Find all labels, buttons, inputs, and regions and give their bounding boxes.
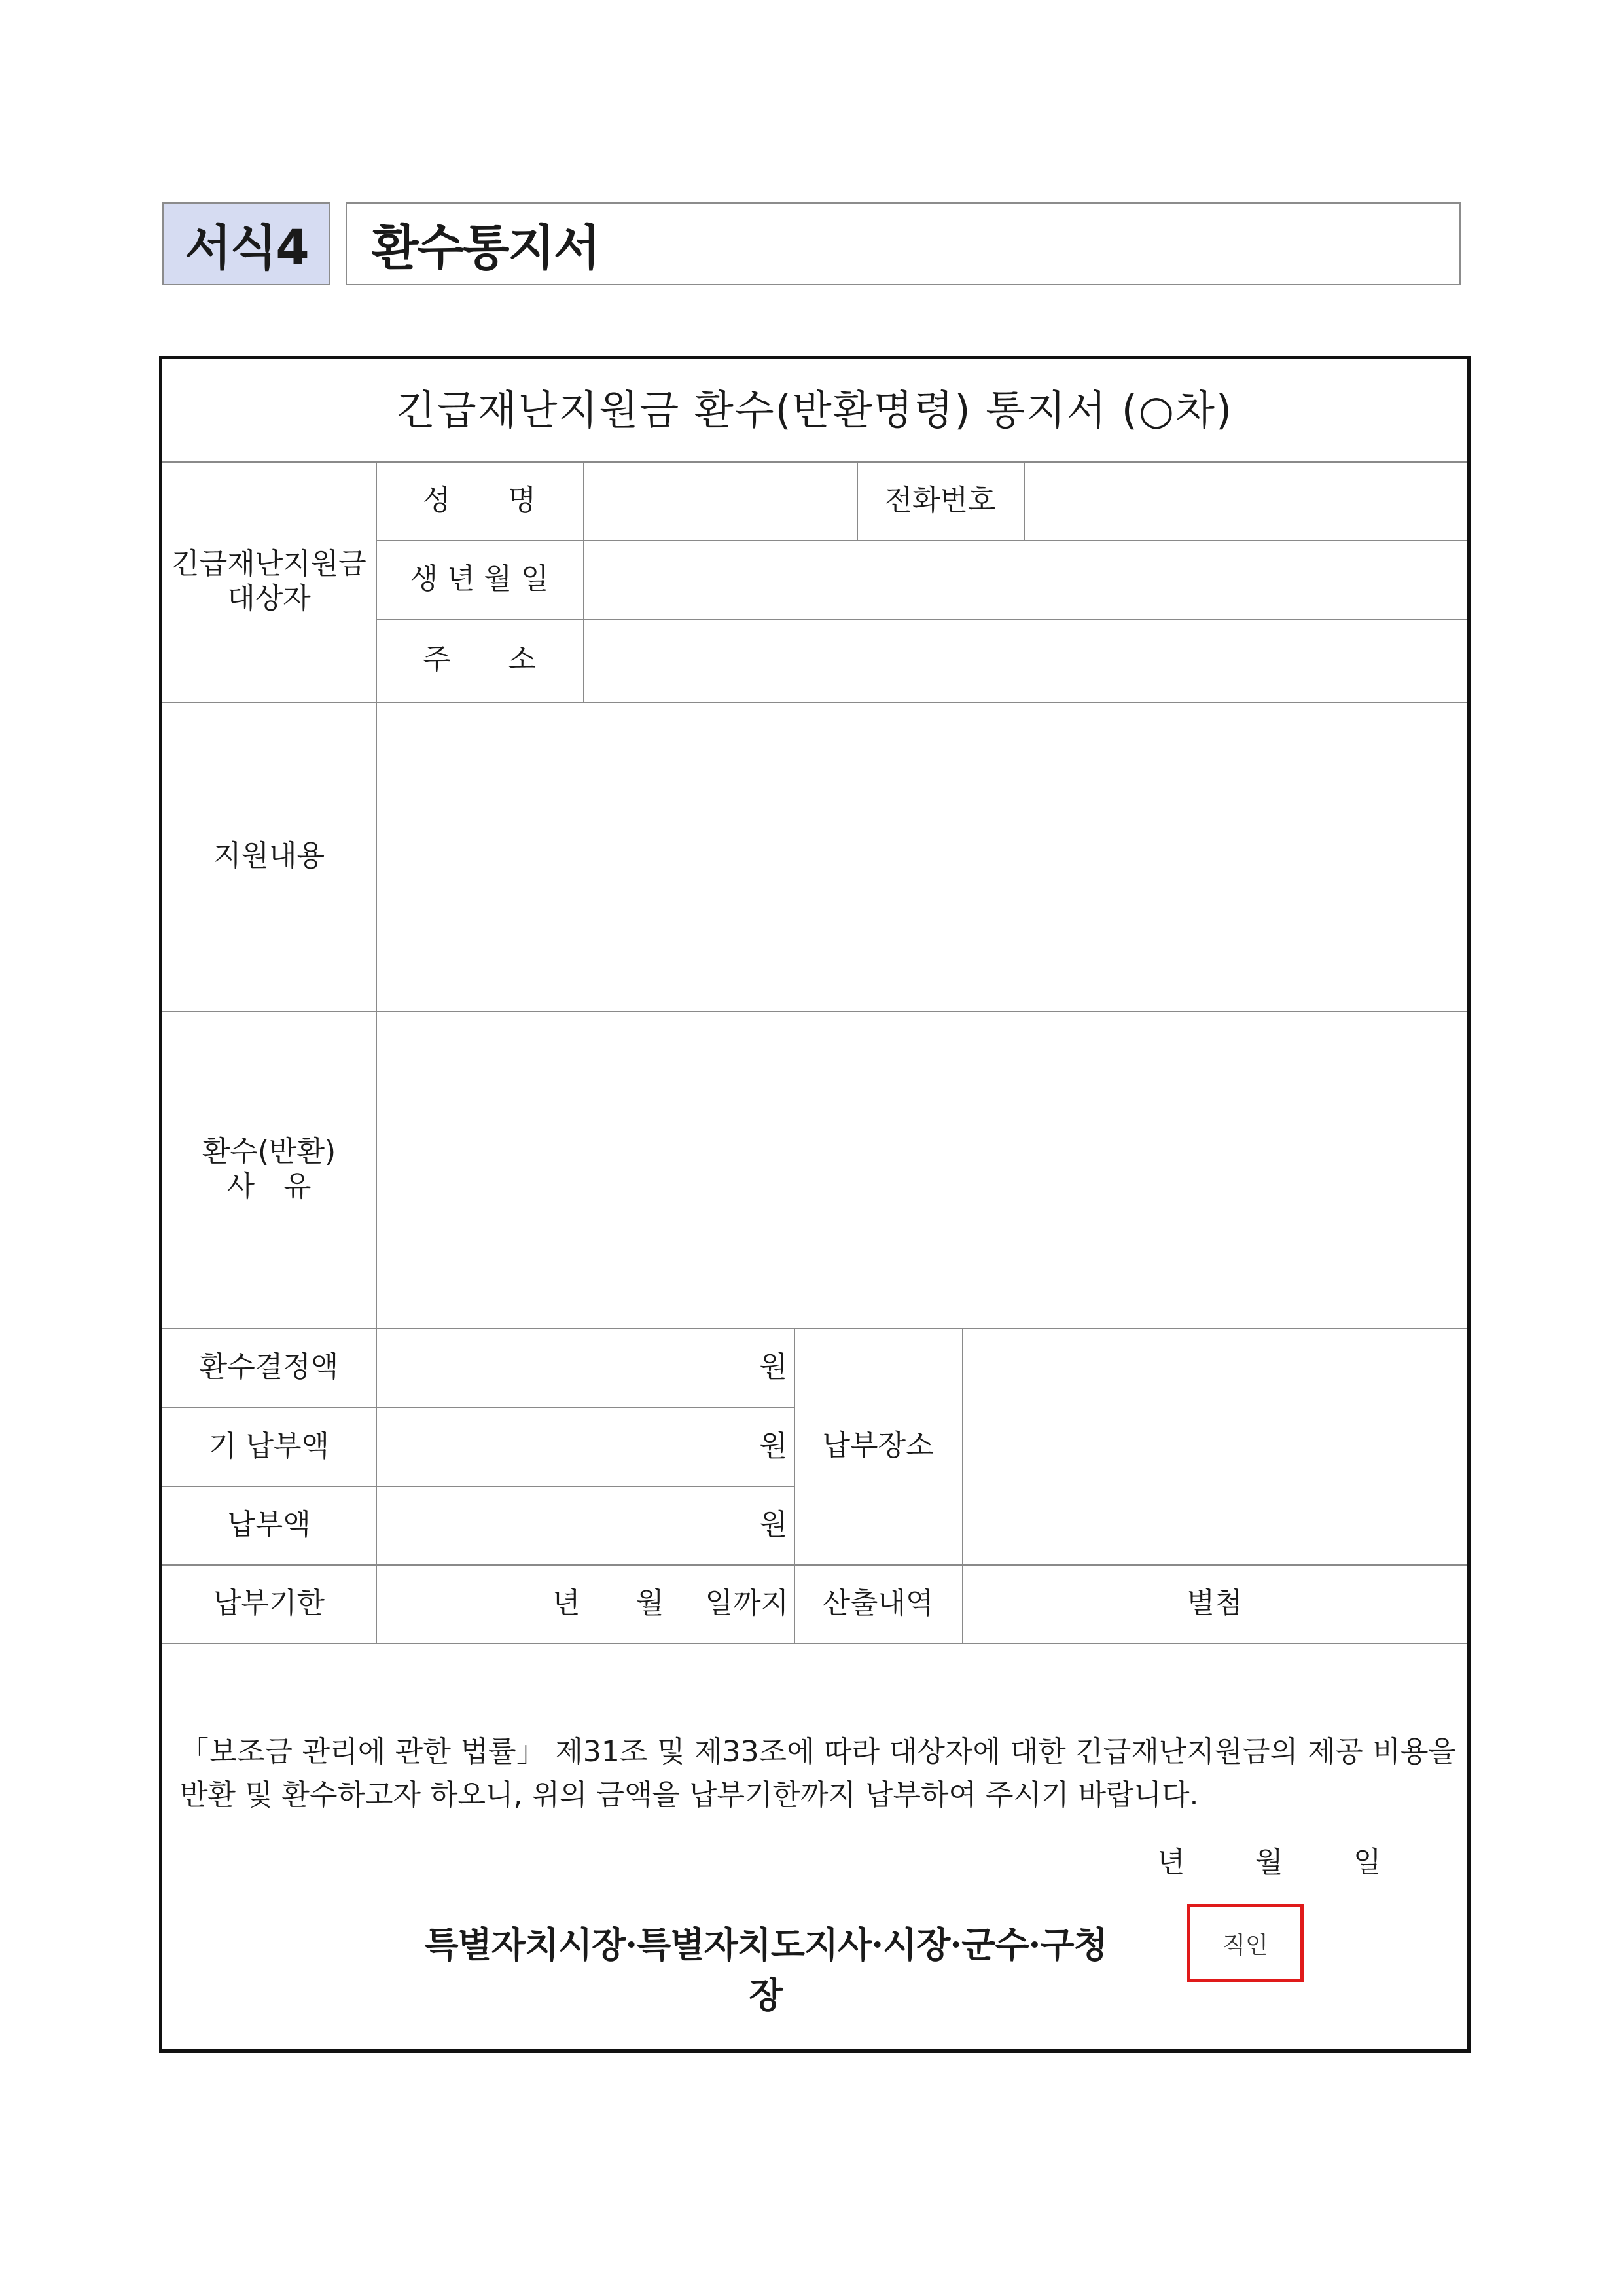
- payment-place-field[interactable]: [962, 1328, 1467, 1564]
- deadline-year: 년: [552, 1586, 580, 1620]
- deadline-label: 납부기한: [213, 1586, 325, 1620]
- address-field[interactable]: [583, 619, 1467, 702]
- paid-amount-label: 기 납부액: [208, 1429, 329, 1463]
- name-field[interactable]: [583, 461, 857, 540]
- recipient-label: 긴급재난지원금 대상자: [171, 547, 366, 615]
- form-number-badge: 서식4: [162, 202, 330, 285]
- phone-field[interactable]: [1024, 461, 1467, 540]
- phone-label: 전화번호: [884, 483, 996, 517]
- support-label: 지원내용: [213, 838, 325, 872]
- refund-notice-form: [159, 356, 1471, 2053]
- deadline-month: 월: [636, 1586, 664, 1620]
- reason-field[interactable]: [376, 1011, 1467, 1328]
- calc-label: 산출내역: [822, 1586, 934, 1620]
- deadline-day: 일까지: [705, 1586, 789, 1620]
- notice-text: 「보조금 관리에 관한 법률」 제31조 및 제33조에 따라 대상자에 대한 긴급재난지원금의 제공 비용을 반환 및 환수하고자 하오니, 위의 금액을 납부기한까지 납부하여 주시기 바랍니다.: [180, 1735, 1456, 1812]
- date-year: 년: [1157, 1846, 1185, 1879]
- support-field[interactable]: [376, 702, 1467, 1011]
- deadline-field[interactable]: [376, 1564, 794, 1643]
- payment-amount-field[interactable]: 원: [759, 1507, 787, 1541]
- birth-label: 생 년 월 일: [410, 562, 549, 596]
- payment-place-label: 납부장소: [822, 1429, 934, 1463]
- calc-value: 별첨: [1186, 1586, 1243, 1620]
- date-day: 일: [1353, 1846, 1382, 1879]
- name-label: 성 명: [422, 483, 536, 517]
- date-month: 월: [1255, 1846, 1283, 1879]
- decided-amount-field[interactable]: 원: [759, 1350, 787, 1384]
- reason-label: 환수(반환) 사 유: [202, 1134, 336, 1203]
- paid-amount-field[interactable]: 원: [759, 1429, 787, 1463]
- form-title-banner: 환수통지서: [346, 202, 1461, 285]
- payment-amount-label: 납부액: [227, 1507, 311, 1541]
- decided-amount-label: 환수결정액: [199, 1350, 339, 1384]
- birth-field[interactable]: [583, 540, 1467, 619]
- issuer-title: 특별자치시장·특별자치도지사·시장·군수·구청장: [424, 1924, 1107, 2016]
- address-label: 주 소: [422, 643, 536, 677]
- row-divider: [162, 1643, 1467, 1644]
- form-title: 긴급재난지원금 환수(반환명령) 통지서 (○차): [396, 386, 1234, 434]
- official-seal-box: 직인: [1187, 1904, 1304, 1982]
